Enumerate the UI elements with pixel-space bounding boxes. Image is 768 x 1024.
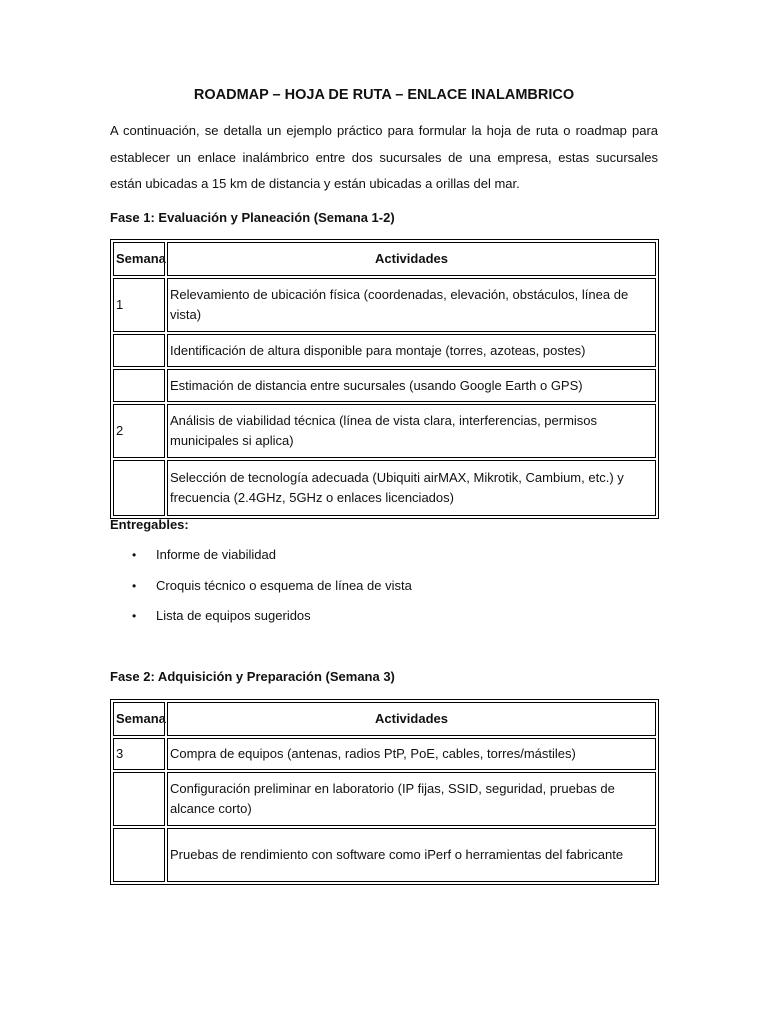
deliverable-text: Lista de equipos sugeridos	[156, 608, 311, 623]
deliverables-label: Entregables:	[110, 517, 189, 532]
activity-cell: Pruebas de rendimiento con software como iPerf o herramientas del fabricante	[167, 828, 656, 882]
list-item	[110, 571, 650, 602]
activity-cell: Relevamiento de ubicación física (coordenadas, elevación, obstáculos, línea de vista)	[167, 278, 656, 332]
activities-column-header: Actividades	[167, 242, 656, 276]
document-title: ROADMAP – HOJA DE RUTA – ENLACE INALAMBRICO	[193, 87, 575, 103]
activity-cell: Identificación de altura disponible para montaje (torres, azoteas, postes)	[167, 334, 656, 367]
activity-cell: Selección de tecnología adecuada (Ubiquiti airMAX, Mikrotik, Cambium, etc.) y frecuencia (2.4GHz, 5GHz o enlaces licenciados)	[167, 460, 656, 516]
table-row	[113, 738, 656, 770]
phase2-heading: Fase 2: Adquisición y Preparación (Semana 3)	[110, 669, 395, 684]
week-cell: 1	[113, 278, 165, 332]
phase2-table	[110, 699, 659, 885]
deliverable-text: Croquis técnico o esquema de línea de vista	[156, 577, 412, 593]
bullet-icon: •	[132, 578, 137, 593]
deliverable-text: Informe de viabilidad	[156, 547, 276, 562]
table-row	[113, 828, 656, 882]
intro-paragraph: A continuación, se detalla un ejemplo práctico para formular la hoja de ruta o roadmap para establecer un enlace inalámbrico entre dos sucursales de una empresa, estas sucursales están ubicadas a 15 km de distancia y están ubicadas a orillas del mar.	[110, 123, 658, 191]
table-row	[113, 772, 656, 826]
activity-cell: Estimación de distancia entre sucursales (usando Google Earth o GPS)	[167, 369, 656, 402]
activity-cell: Compra de equipos (antenas, radios PtP, PoE, cables, torres/mástiles)	[167, 738, 656, 770]
phase1-table	[110, 239, 659, 519]
bullet-icon: •	[132, 609, 137, 623]
list-item	[110, 540, 650, 571]
week-cell	[113, 334, 165, 367]
week-column-header: Semana	[113, 702, 165, 736]
bullet-icon: •	[132, 548, 137, 562]
table-row	[113, 404, 656, 458]
activity-cell: Análisis de viabilidad técnica (línea de vista clara, interferencias, permisos municipales si aplica)	[167, 404, 656, 458]
week-cell	[113, 828, 165, 882]
activity-cell: Configuración preliminar en laboratorio (IP fijas, SSID, seguridad, pruebas de alcance corto)	[167, 772, 656, 826]
week-cell: 3	[113, 738, 165, 770]
table-row	[113, 334, 656, 367]
week-cell: 2	[113, 404, 165, 458]
week-cell	[113, 772, 165, 826]
table-header-row	[113, 702, 656, 736]
table-row	[113, 369, 656, 402]
week-cell	[113, 460, 165, 516]
week-column-header: Semana	[113, 242, 165, 276]
table-row	[113, 460, 656, 516]
list-item	[110, 601, 650, 632]
table-row	[113, 278, 656, 332]
week-cell	[113, 369, 165, 402]
activities-column-header: Actividades	[167, 702, 656, 736]
phase1-heading: Fase 1: Evaluación y Planeación (Semana 1-2)	[110, 210, 395, 225]
deliverables-list	[110, 540, 650, 632]
table-header-row	[113, 242, 656, 276]
